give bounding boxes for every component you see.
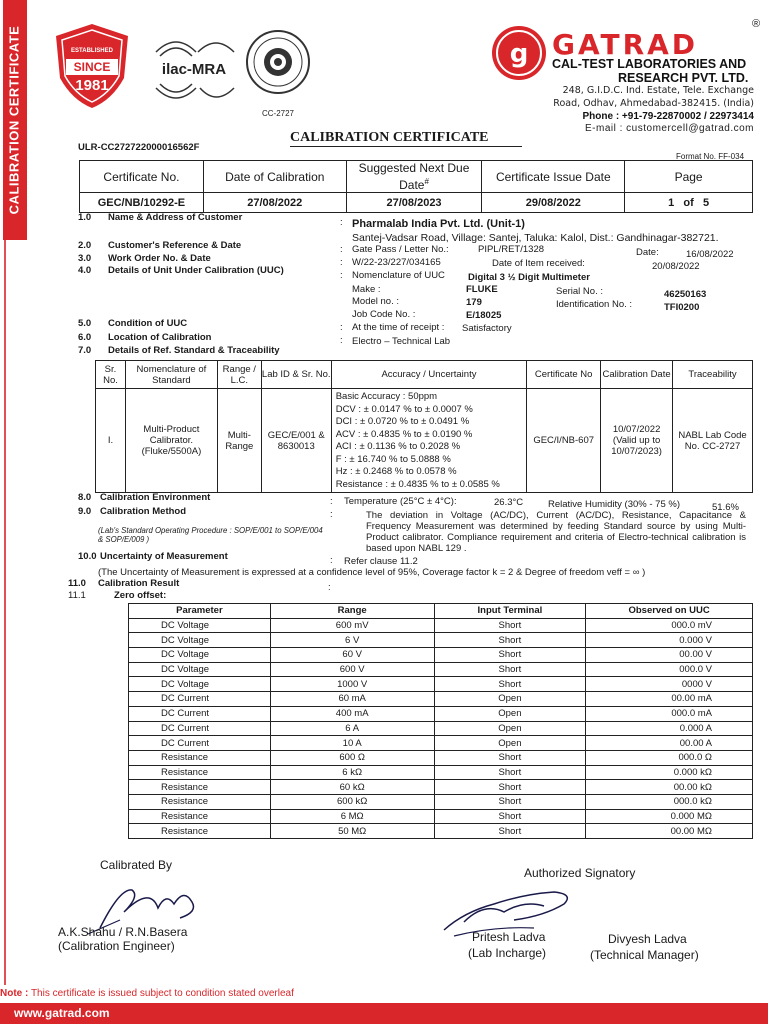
job-value: E/18025 — [466, 310, 502, 321]
observed-cell: 0.000 A — [586, 721, 753, 736]
engineer-role: (Calibration Engineer) — [58, 939, 175, 953]
condition-value: Satisfactory — [462, 323, 512, 334]
received-value: 20/08/2022 — [652, 261, 700, 272]
customer-name: Pharmalab India Pvt. Ltd. (Unit-1) — [352, 218, 525, 230]
ident-value: TFI0200 — [664, 302, 700, 313]
section-number: 4.0 — [78, 265, 92, 276]
location-value: Electro – Technical Lab — [352, 336, 451, 347]
parameter-cell: Resistance — [129, 824, 271, 839]
terminal-cell: Short — [434, 618, 586, 633]
date-cal-label: Date of Calibration — [203, 161, 346, 193]
ref-accuracy — [331, 389, 527, 493]
ref-range: Multi-Range — [217, 389, 261, 493]
col-header: Range / L.C. — [217, 361, 261, 389]
terminal-cell: Open — [434, 706, 586, 721]
svg-text:g: g — [509, 39, 529, 69]
col-header: Nomenclature of Standard — [125, 361, 217, 389]
humidity-value: 51.6% — [712, 502, 739, 513]
side-strip — [0, 0, 30, 985]
observed-cell: 000.0 V — [586, 662, 753, 677]
document-title: CALIBRATION CERTIFICATE — [290, 130, 489, 145]
colon: : — [330, 555, 333, 566]
zero-offset-body — [129, 618, 753, 838]
accuracy-line: ACI : ± 0.1136 % to 0.2028 % — [335, 441, 461, 452]
uncertainty-label: Uncertainty of Measurement — [100, 551, 228, 562]
humidity-label: Relative Humidity (30% - 75 %) — [548, 499, 680, 510]
range-cell: 600 kΩ — [270, 794, 434, 809]
range-cell: 1000 V — [270, 677, 434, 692]
accuracy-line: Resistance : ± 0.4835 % to ± 0.0585 % — [335, 478, 500, 490]
temp-label: Temperature (25°C ± 4°C): — [344, 496, 457, 507]
zero-offset-table — [128, 603, 753, 839]
next-due-label: Suggested Next Due Date# — [346, 161, 482, 193]
section-number: 6.0 — [78, 332, 92, 343]
table-row — [129, 721, 753, 736]
colon: : — [340, 257, 343, 268]
title-underline — [290, 146, 522, 147]
parameter-cell: DC Voltage — [129, 677, 271, 692]
range-cell: 60 V — [270, 648, 434, 663]
observed-cell: 00.00 mA — [586, 692, 753, 707]
ident-label: Identification No. : — [556, 299, 633, 310]
accuracy-line: Basic Accuracy : 50ppm — [335, 391, 438, 402]
nomenclature-label: Nomenclature of UUC — [352, 270, 445, 281]
colon: : — [340, 335, 343, 346]
ref-label: Gate Pass / Letter No.: — [352, 244, 449, 255]
table-row — [129, 706, 753, 721]
temp-value: 26.3°C — [494, 497, 524, 508]
condition-receipt-label: At the time of receipt : — [352, 322, 445, 333]
observed-cell: 0.000 MΩ — [586, 809, 753, 824]
model-value: 179 — [466, 297, 482, 308]
side-label: CALIBRATION CERTIFICATE — [6, 25, 22, 215]
terminal-cell: Short — [434, 662, 586, 677]
range-cell: 600 Ω — [270, 750, 434, 765]
method-text: The deviation in Voltage (AC/DC), Current (AC/DC), Resistance, Capacitance & Frequency Measurement was determined by feeding Standard source by using Multi-Product calibrator. Compliance requirement and criteria of Electro-technical calibration is based upon NABL 129 . — [366, 510, 746, 554]
gatrad-logo-icon — [490, 24, 548, 85]
table-row — [129, 618, 753, 633]
model-label: Model no. : — [352, 296, 399, 307]
uuc-details-label: Details of Unit Under Calibration (UUC) — [108, 265, 284, 276]
issue-date-label: Certificate Issue Date — [482, 161, 625, 193]
observed-cell: 00.00 V — [586, 648, 753, 663]
observed-cell: 00.00 A — [586, 736, 753, 751]
nabl-logo — [244, 26, 312, 123]
ref-sr: I. — [96, 389, 126, 493]
parameter-cell: DC Voltage — [129, 648, 271, 663]
range-cell: 60 mA — [270, 692, 434, 707]
accuracy-line: ACV : ± 0.4835 % to ± 0.0190 % — [335, 428, 473, 440]
section-number: 3.0 — [78, 253, 92, 264]
col-header: Calibration Date — [601, 361, 673, 389]
terminal-cell: Short — [434, 824, 586, 839]
range-cell: 6 A — [270, 721, 434, 736]
colon: : — [340, 244, 343, 255]
parameter-cell: DC Current — [129, 692, 271, 707]
colon: : — [340, 270, 343, 281]
ref-cal-date: 10/07/2022 (Valid up to 10/07/2023) — [601, 389, 673, 493]
accuracy-line: F : ± 16.740 % to 5.0888 % — [335, 453, 451, 465]
ref-lab-id: GEC/E/001 & 8630013 — [261, 389, 331, 493]
calibrated-by-label: Calibrated By — [100, 858, 173, 872]
registered-mark: ® — [752, 18, 761, 30]
terminal-cell: Short — [434, 677, 586, 692]
ref-traceability: NABL Lab Code No. CC-2727 — [673, 389, 753, 493]
refer-clause: Refer clause 11.2 — [344, 556, 418, 567]
col-header: Parameter — [129, 604, 271, 619]
company-address2: Road, Odhav, Ahmedabad-382415. (India) — [553, 98, 754, 109]
ref-cert-no: GEC/I/NB-607 — [527, 389, 601, 493]
footer-bar — [0, 1003, 768, 1024]
col-header: Input Terminal — [434, 604, 586, 619]
col-header: Range — [270, 604, 434, 619]
company-line1: CAL-TEST LABORATORIES AND — [552, 57, 747, 71]
zero-offset-label: Zero offset: — [114, 590, 167, 601]
table-row — [129, 750, 753, 765]
condition-label: Condition of UUC — [108, 318, 188, 329]
table-row — [129, 648, 753, 663]
table-row — [129, 780, 753, 795]
terminal-cell: Short — [434, 780, 586, 795]
nomenclature-value: Digital 3 ½ Digit Multimeter — [468, 272, 590, 283]
uncertainty-text: (The Uncertainty of Measurement is expressed at a confidence level of 95%, Coverage factor k = 2 & Degree of freedom veff = ∞ ) — [98, 567, 646, 578]
table-row — [129, 692, 753, 707]
ilac-text: ilac-MRA — [161, 61, 227, 78]
observed-cell: 0.000 V — [586, 633, 753, 648]
ref-date-value: 16/08/2022 — [686, 249, 734, 260]
range-cell: 600 mV — [270, 618, 434, 633]
customer-address: Santej-Vadsar Road, Village: Santej, Taluka: Kalol, Dist.: Gandhinagar-382721. — [352, 232, 719, 244]
observed-cell: 000.0 Ω — [586, 750, 753, 765]
range-cell: 6 V — [270, 633, 434, 648]
col-header: Traceability — [673, 361, 753, 389]
since-1981-badge — [52, 22, 132, 113]
observed-cell: 00.00 kΩ — [586, 780, 753, 795]
badge-top-text: ESTABLISHED — [71, 48, 113, 54]
col-header: Lab ID & Sr. No. — [261, 361, 331, 389]
accuracy-line: DCI : ± 0.0720 % to ± 0.0491 % — [335, 416, 470, 427]
range-cell: 60 kΩ — [270, 780, 434, 795]
ilac-mra-logo — [146, 30, 242, 113]
next-due-value: 27/08/2023 — [346, 193, 482, 213]
table-row — [129, 809, 753, 824]
section-number: 11.1 — [68, 590, 86, 601]
table-row — [129, 765, 753, 780]
website-link[interactable]: www.gatrad.com — [14, 1006, 110, 1020]
badge-year-text: 1981 — [75, 77, 109, 94]
side-thin-line — [4, 240, 6, 985]
result-label: Calibration Result — [98, 578, 180, 589]
colon: : — [340, 322, 343, 333]
section-number: 1.0 — [78, 212, 92, 223]
parameter-cell: Resistance — [129, 809, 271, 824]
work-order-value: W/22-23/227/034165 — [352, 257, 441, 268]
table-row — [129, 662, 753, 677]
certificate-header-table — [79, 160, 753, 213]
work-order-label: Work Order No. & Date — [108, 253, 211, 264]
col-header: Certificate No — [527, 361, 601, 389]
range-cell: 6 kΩ — [270, 765, 434, 780]
parameter-cell: Resistance — [129, 780, 271, 795]
col-header: Observed on UUC — [586, 604, 753, 619]
make-label: Make : — [352, 284, 381, 295]
parameter-cell: DC Current — [129, 736, 271, 751]
section-number: 11.0 — [68, 578, 86, 589]
issue-date-value: 29/08/2022 — [482, 193, 625, 213]
accuracy-line: Hz : ± 0.2468 % to 0.0578 % — [335, 466, 457, 477]
parameter-cell: Resistance — [129, 765, 271, 780]
parameter-cell: Resistance — [129, 750, 271, 765]
customer-label: Name & Address of Customer — [108, 212, 243, 223]
range-cell: 10 A — [270, 736, 434, 751]
terminal-cell: Open — [434, 692, 586, 707]
section-number: 5.0 — [78, 318, 92, 329]
parameter-cell: DC Current — [129, 721, 271, 736]
parameter-cell: Resistance — [129, 794, 271, 809]
terminal-cell: Short — [434, 794, 586, 809]
table-row — [129, 736, 753, 751]
section-number: 2.0 — [78, 240, 92, 251]
range-cell: 600 V — [270, 662, 434, 677]
colon: : — [330, 509, 333, 520]
incharge-role: (Lab Incharge) — [468, 946, 547, 960]
job-label: Job Code No. : — [352, 309, 416, 320]
terminal-cell: Short — [434, 633, 586, 648]
section-number: 9.0 — [78, 506, 92, 517]
terminal-cell: Short — [434, 750, 586, 765]
parameter-cell: DC Voltage — [129, 662, 271, 677]
serial-value: 46250163 — [664, 289, 707, 300]
method-label: Calibration Method — [100, 506, 187, 517]
parameter-cell: DC Voltage — [129, 618, 271, 633]
ref-date-label: Date: — [636, 247, 659, 258]
cert-no-label: Certificate No. — [80, 161, 204, 193]
cert-no-value: GEC/NB/10292-E — [80, 193, 204, 213]
make-value: FLUKE — [466, 284, 498, 295]
customer-ref-label: Customer's Reference & Date — [108, 240, 242, 251]
colon: : — [328, 582, 331, 593]
observed-cell: 00.00 MΩ — [586, 824, 753, 839]
company-line2: RESEARCH PVT. LTD. — [618, 71, 749, 85]
engineer-name: A.K.Shahu / R.N.Basera — [58, 925, 188, 939]
section-number: 7.0 — [78, 345, 92, 356]
section-number: 10.0 — [78, 551, 97, 562]
terminal-cell: Short — [434, 809, 586, 824]
ref-nomenclature: Multi-Product Calibrator. (Fluke/5500A) — [125, 389, 217, 493]
observed-cell: 0000 V — [586, 677, 753, 692]
ulr-number: ULR-CC272722000016562F — [78, 142, 200, 153]
authorized-signatory-label: Authorized Signatory — [524, 866, 636, 880]
col-header: Sr. No. — [96, 361, 126, 389]
terminal-cell: Open — [434, 721, 586, 736]
table-row — [129, 794, 753, 809]
range-cell: 6 MΩ — [270, 809, 434, 824]
received-label: Date of Item received: — [492, 258, 585, 269]
note-text: This certificate is issued subject to condition stated overleaf — [30, 988, 294, 999]
incharge-name: Pritesh Ladva — [472, 930, 546, 944]
note-label: Note : — [0, 988, 29, 999]
table-row — [129, 824, 753, 839]
reference-standard-table — [95, 360, 753, 493]
company-phone: Phone : +91-79-22870002 / 22973414 — [582, 111, 754, 122]
page-value: 1 of 5 — [625, 193, 753, 213]
terminal-cell: Short — [434, 765, 586, 780]
location-label: Location of Calibration — [108, 332, 212, 343]
serial-label: Serial No. : — [556, 286, 603, 297]
colon: : — [330, 496, 333, 507]
nabl-code: CC-2727 — [261, 109, 295, 118]
range-cell: 400 mA — [270, 706, 434, 721]
company-email[interactable]: E-mail : customercell@gatrad.com — [585, 123, 754, 134]
range-cell: 50 MΩ — [270, 824, 434, 839]
date-cal-value: 27/08/2022 — [203, 193, 346, 213]
parameter-cell: DC Current — [129, 706, 271, 721]
colon: : — [340, 217, 343, 228]
observed-cell: 000.0 mV — [586, 618, 753, 633]
company-name: GATRAD — [552, 28, 699, 61]
page-label: Page — [625, 161, 753, 193]
terminal-cell: Short — [434, 648, 586, 663]
format-number: Format No. FF-034 — [676, 152, 745, 161]
terminal-cell: Open — [434, 736, 586, 751]
company-address1: 248, G.I.D.C. Ind. Estate, Tele. Exchange — [562, 85, 754, 96]
observed-cell: 0.000 kΩ — [586, 765, 753, 780]
section-number: 8.0 — [78, 492, 92, 503]
sop-reference: (Lab's Standard Operating Procedure : SOP/E/001 to SOP/E/004 & SOP/E/009 ) — [98, 526, 323, 544]
table-row — [129, 633, 753, 648]
observed-cell: 000.0 mA — [586, 706, 753, 721]
manager-name: Divyesh Ladva — [608, 932, 687, 946]
observed-cell: 000.0 kΩ — [586, 794, 753, 809]
ref-standard-label: Details of Ref. Standard & Traceability — [108, 345, 280, 356]
badge-mid-text: SINCE — [73, 60, 111, 74]
ref-value: PIPL/RET/1328 — [478, 244, 545, 255]
footer-note — [0, 988, 294, 999]
col-header: Accuracy / Uncertainty — [331, 361, 527, 389]
parameter-cell: DC Voltage — [129, 633, 271, 648]
accuracy-line: DCV : ± 0.0147 % to ± 0.0007 % — [335, 403, 473, 415]
environment-label: Calibration Environment — [100, 492, 211, 503]
table-row — [129, 677, 753, 692]
manager-role: (Technical Manager) — [590, 948, 699, 962]
